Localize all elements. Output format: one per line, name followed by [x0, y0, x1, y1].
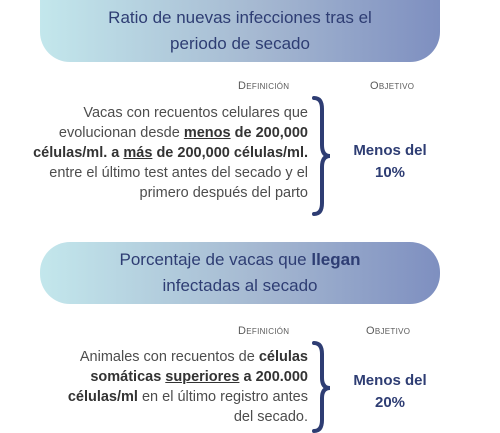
section1-brace-icon [310, 95, 332, 217]
section1-definition-text: Vacas con recuentos celulares que evolucionan desde menos de 200,000 células/ml. a más de 200,000 células/ml. entre el último test antes del secado y el primero después del parto [33, 105, 308, 201]
section2-definition-header: Definición [238, 325, 290, 337]
section1-banner [40, 0, 440, 62]
section2-title-line2: infectadas al secado [162, 276, 318, 295]
section2-definition-text: Animales con recuentos de células somáticas superiores a 200.000 células/ml en el último registro antes del secado. [67, 349, 308, 425]
section1-title-line2: periodo de secado [170, 34, 310, 53]
section2-banner [40, 242, 440, 304]
section1-objective-header: Objetivo [370, 80, 415, 92]
section2-brace-icon [310, 340, 332, 433]
section2-goal: Menos del 20% [353, 372, 427, 411]
section1-title-line1: Ratio de nuevas infecciones tras el [108, 8, 372, 27]
section2-title-line1: Porcentaje de vacas que llegan [119, 250, 361, 269]
section1-goal: Menos del 10% [353, 142, 427, 181]
section1-definition-header: Definición [238, 80, 290, 92]
section2-objective-header: Objetivo [366, 325, 411, 337]
